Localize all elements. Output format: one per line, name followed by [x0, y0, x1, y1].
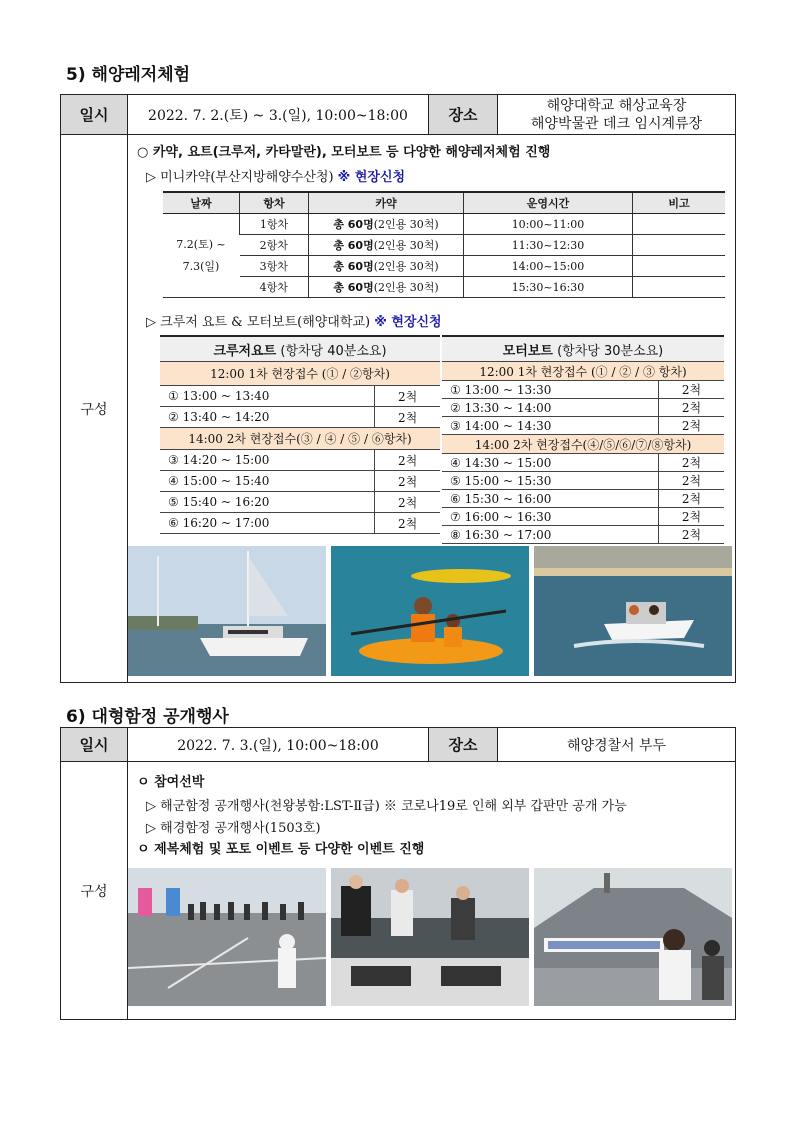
cruiser-line-text: ▷ 크루저 요트 & 모터보트(해양대학교) — [146, 315, 371, 330]
kayak-note — [633, 277, 726, 298]
motor-slot-boats: 2척 — [658, 381, 724, 399]
date-value-6: 2022. 7. 3.(일), 10:00~18:00 — [128, 728, 429, 762]
kayak-total: 총 60명 — [333, 239, 374, 252]
yacht-slot-boats: 2척 — [375, 386, 440, 407]
kayak-time: 11:30~12:30 — [464, 235, 633, 256]
date-value: 2022. 7. 2.(토) ~ 3.(일), 10:00~18:00 — [128, 95, 429, 135]
motor-reg-2: 14:00 2차 현장접수(④/⑤/⑥/⑦/⑧항차) — [442, 435, 724, 454]
motor-slot-time: ⑤ 15:00 ~ 15:30 — [442, 472, 658, 490]
motor-head-note: (항차당 30분소요) — [552, 343, 664, 359]
motor-slot-boats: 2척 — [658, 399, 724, 417]
yacht-reg-2: 14:00 2차 현장접수(③ / ④ / ⑤ / ⑥항차) — [160, 428, 440, 450]
yacht-slot-time: ② 13:40 ~ 14:20 — [160, 407, 375, 428]
cruiser-tag: ※ 현장신청 — [374, 315, 442, 330]
kayak-boats: (2인용 30척) — [373, 239, 439, 252]
table-row — [442, 454, 724, 472]
kayak-capacity — [309, 277, 464, 298]
motor-head — [442, 336, 724, 362]
kayak-total: 총 60명 — [333, 218, 374, 231]
table-row — [163, 214, 725, 235]
motor-slot-time: ⑧ 16:30 ~ 17:00 — [442, 526, 658, 544]
place-label-6: 장소 — [429, 728, 498, 762]
table-row — [442, 417, 724, 435]
kayak-tag: ※ 현장신청 — [337, 170, 406, 185]
main-bullet: ○ 카약, 요트(크루저, 카타말란), 모터보트 등 다양한 해양레저체험 진행 — [137, 145, 551, 160]
yacht-slot-time: ⑥ 16:20 ~ 17:00 — [160, 513, 375, 534]
kayak-capacity — [309, 214, 464, 235]
motor-slot-boats: 2척 — [658, 490, 724, 508]
table-row — [160, 386, 440, 407]
table-row — [442, 490, 724, 508]
table-row — [442, 399, 724, 417]
motor-head-title: 모터보트 — [502, 343, 553, 359]
yacht-slot-time: ① 13:00 ~ 13:40 — [160, 386, 375, 407]
place-line-1: 해양대학교 해상교육장 — [546, 97, 687, 114]
place-value — [498, 95, 736, 135]
kayak-date-cell — [163, 214, 240, 298]
table-row — [163, 277, 725, 298]
yacht-slot-boats: 2척 — [375, 513, 440, 534]
section-6-title: 6) 대형함정 공개행사 — [66, 707, 229, 727]
table-row — [160, 471, 440, 492]
place-line-2: 해양박물관 데크 임시계류장 — [530, 115, 703, 132]
composition-label: 구성 — [61, 135, 128, 683]
table-row — [160, 513, 440, 534]
kayak-photo — [331, 546, 529, 676]
table-row — [442, 508, 724, 526]
kayak-total: 총 60명 — [333, 260, 374, 273]
table-row — [163, 235, 725, 256]
table-row — [160, 450, 440, 471]
motor-slot-boats: 2척 — [658, 526, 724, 544]
table-row — [442, 381, 724, 399]
place-value-6: 해양경찰서 부두 — [498, 728, 736, 762]
yacht-reg-1: 12:00 1차 현장접수 (① / ②항차) — [160, 362, 440, 386]
table-row — [160, 407, 440, 428]
kayak-capacity — [309, 256, 464, 277]
yacht-slot-boats: 2척 — [375, 450, 440, 471]
yacht-head-title: 크루저요트 — [213, 343, 277, 359]
motor-slot-time: ② 13:30 ~ 14:00 — [442, 399, 658, 417]
date-label: 일시 — [61, 95, 128, 135]
photo-event-photo — [534, 868, 732, 1006]
yacht-schedule — [160, 335, 440, 534]
motor-slot-time: ⑦ 16:00 ~ 16:30 — [442, 508, 658, 526]
kayak-capacity — [309, 235, 464, 256]
kayak-date-line-2: 7.3(일) — [182, 259, 220, 273]
composition-label-6: 구성 — [61, 762, 128, 1020]
kayak-time: 15:30~16:30 — [464, 277, 633, 298]
kayak-note — [633, 256, 726, 277]
bridge-tour-photo — [331, 868, 529, 1006]
coastguard-ship-line: ▷ 해경함정 공개행사(1503호) — [146, 821, 321, 836]
motorboat-photo — [534, 546, 732, 676]
kayak-boats: (2인용 30척) — [373, 260, 439, 273]
kayak-th-trip: 항차 — [240, 192, 309, 214]
motor-slot-boats: 2척 — [658, 417, 724, 435]
yacht-slot-boats: 2척 — [375, 407, 440, 428]
table-row — [442, 526, 724, 544]
yacht-slot-boats: 2척 — [375, 471, 440, 492]
yacht-slot-boats: 2척 — [375, 492, 440, 513]
kayak-time: 14:00~15:00 — [464, 256, 633, 277]
kayak-note — [633, 235, 726, 256]
kayak-time: 10:00~11:00 — [464, 214, 633, 235]
motor-slot-time: ④ 14:30 ~ 15:00 — [442, 454, 658, 472]
kayak-trip: 3항차 — [240, 256, 309, 277]
yacht-photo — [128, 546, 326, 676]
cruiser-line — [146, 311, 442, 330]
motor-slot-time: ⑥ 15:30 ~ 16:00 — [442, 490, 658, 508]
kayak-trip: 4항차 — [240, 277, 309, 298]
motor-slot-boats: 2척 — [658, 508, 724, 526]
kayak-trip: 2항차 — [240, 235, 309, 256]
bullet-ships: ㅇ 참여선박 — [137, 775, 205, 790]
kayak-table — [163, 191, 725, 298]
table-row — [442, 472, 724, 490]
yacht-slot-time: ③ 14:20 ~ 15:00 — [160, 450, 375, 471]
motor-slot-boats: 2척 — [658, 454, 724, 472]
navy-ship-line: ▷ 해군함정 공개행사(천왕봉함:LST-Ⅱ급) ※ 코로나19로 인해 외부 갑판만 공개 가능 — [146, 799, 627, 814]
kayak-date-line-1: 7.2(토) ~ — [176, 237, 226, 251]
motorboat-schedule — [442, 335, 724, 544]
place-label: 장소 — [429, 95, 498, 135]
bullet-events: ㅇ 제복체험 및 포토 이벤트 등 다양한 이벤트 진행 — [137, 842, 425, 857]
kayak-boats: (2인용 30척) — [373, 218, 439, 231]
yacht-head-note: (항차당 40분소요) — [276, 343, 387, 359]
motor-reg-1: 12:00 1차 현장접수 (① / ② / ③ 항차) — [442, 362, 724, 381]
yacht-slot-time: ④ 15:00 ~ 15:40 — [160, 471, 375, 492]
kayak-note — [633, 214, 726, 235]
date-label-6: 일시 — [61, 728, 128, 762]
kayak-line — [146, 166, 405, 185]
yacht-slot-time: ⑤ 15:40 ~ 16:20 — [160, 492, 375, 513]
yacht-head — [160, 336, 440, 362]
motor-slot-time: ③ 14:00 ~ 14:30 — [442, 417, 658, 435]
kayak-th-hours: 운영시간 — [464, 192, 633, 214]
kayak-th-kayak: 카약 — [309, 192, 464, 214]
kayak-th-date: 날짜 — [163, 192, 240, 214]
table-row — [163, 256, 725, 277]
deck-event-photo — [128, 868, 326, 1006]
kayak-total: 총 60명 — [333, 281, 374, 294]
table-row — [160, 492, 440, 513]
kayak-boats: (2인용 30척) — [373, 281, 439, 294]
section-5-title: 5) 해양레저체험 — [66, 65, 191, 85]
kayak-trip: 1항차 — [240, 214, 309, 235]
motor-slot-boats: 2척 — [658, 472, 724, 490]
motor-slot-time: ① 13:00 ~ 13:30 — [442, 381, 658, 399]
kayak-line-text: ▷ 미니카약(부산지방해양수산청) — [146, 170, 334, 185]
kayak-th-note: 비고 — [633, 192, 726, 214]
